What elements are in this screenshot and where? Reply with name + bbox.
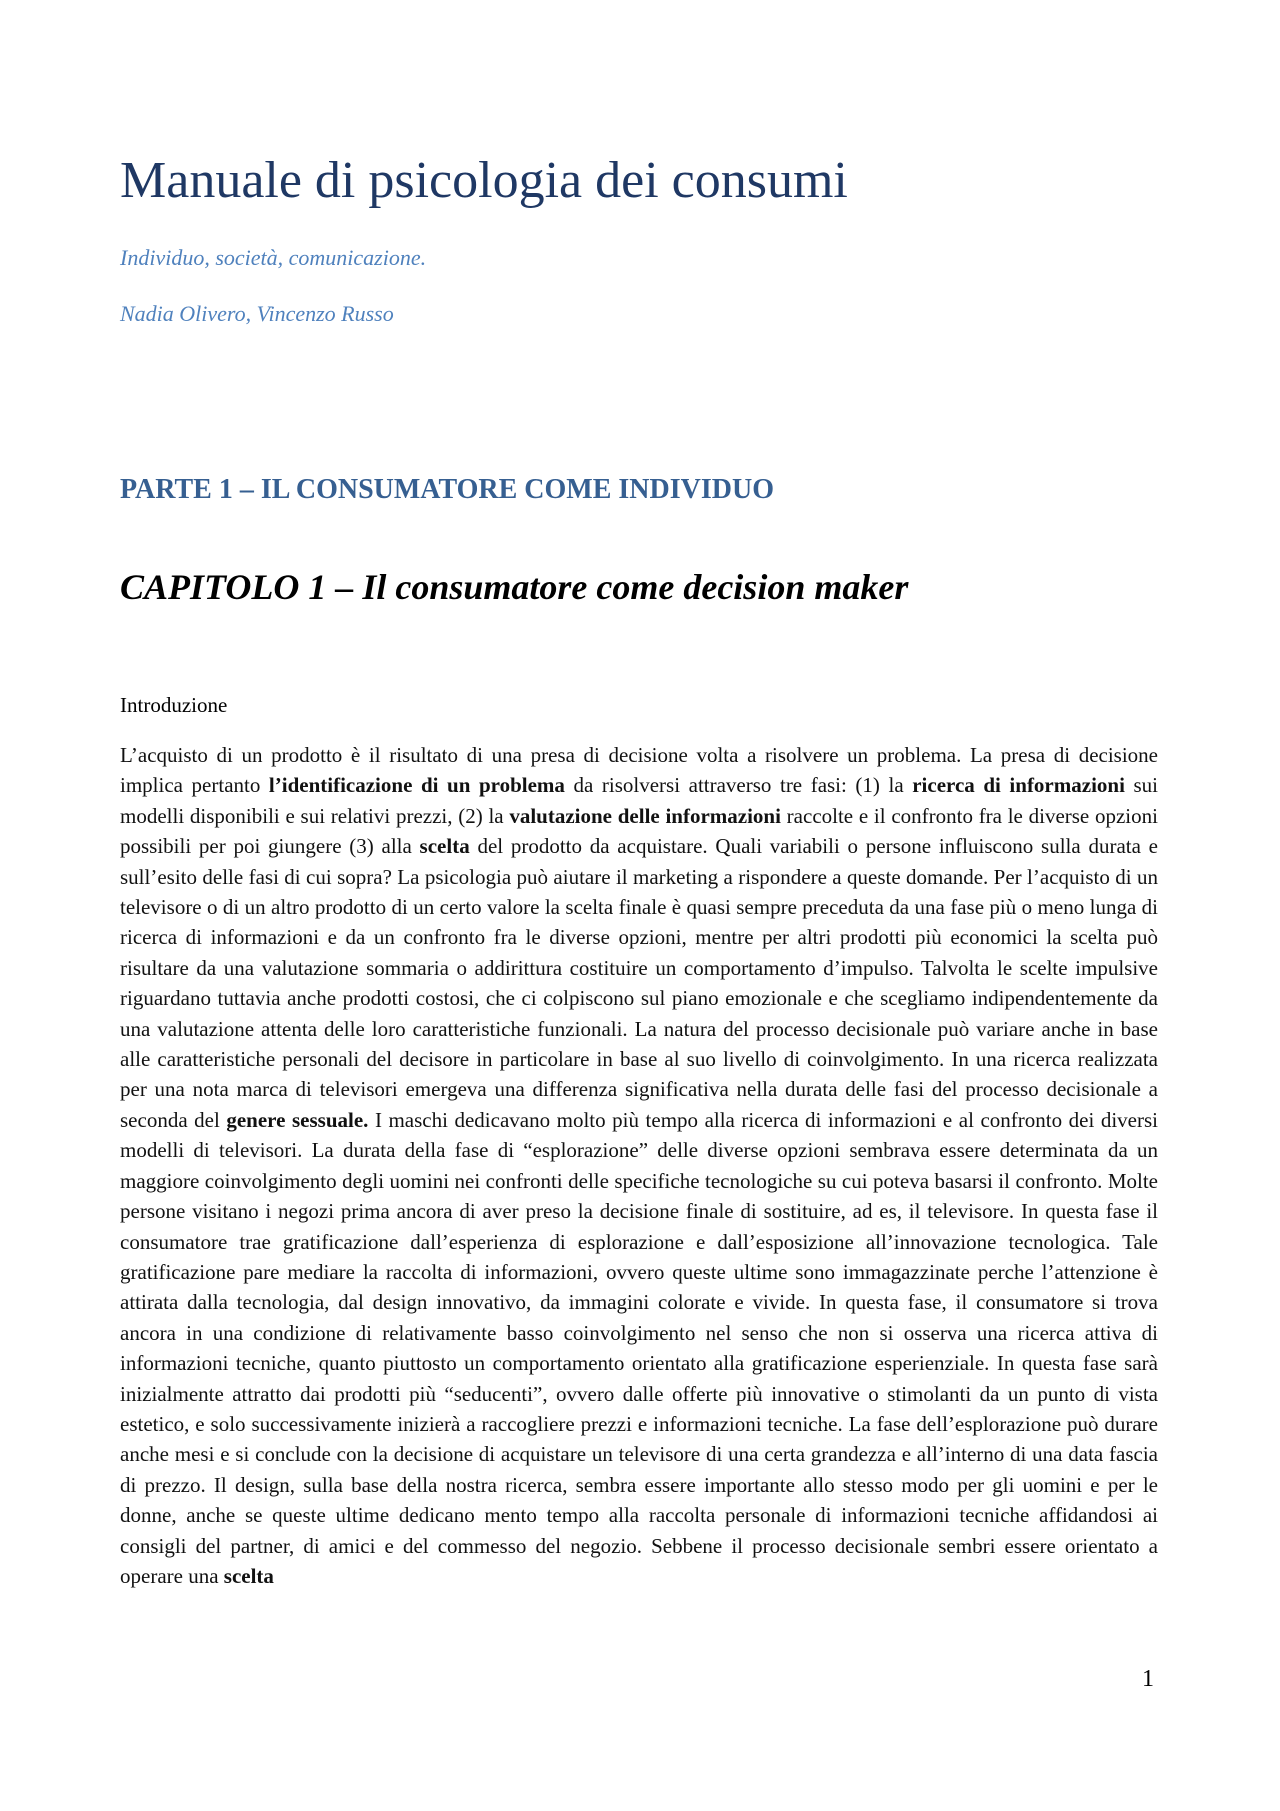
text-run: sui modelli disponibili e sui relativi prezzi, (2) la	[120, 773, 1158, 828]
bold-term: genere sessuale.	[226, 1107, 369, 1132]
document-authors: Nadia Olivero, Vincenzo Russo	[120, 301, 394, 326]
bold-term: scelta	[223, 1563, 274, 1588]
bold-term: l’identificazione di un problema	[268, 773, 565, 798]
section-label: Introduzione	[120, 693, 228, 717]
bold-term: scelta	[419, 834, 470, 859]
text-run: I maschi dedicavano molto più tempo alla ricerca di informazioni e al confronto dei diversi modelli di televisori. La durata della fase di “esplorazione” delle diverse opzioni sembrava essere determinata da un maggiore coinvolgimento degli uomini nei confronti delle specifiche tecnologiche su cui poteva basarsi il confronto. Molte persone visitano i negozi prima ancora di aver preso la decisione finale di sostituire, ad es, il televisore. In questa fase il consumatore trae gratificazione dall’esperienza di esplorazione e dall’esposizione all’innovazione tecnologica. Tale gratificazione pare mediare la raccolta di informazioni, ovvero queste ultime sono immagazzinate perche l’attenzione è attirata dalla tecnologia, dal design innovativo, da immagini colorate e vivide. In questa fase, il consumatore si trova ancora in una condizione di relativamente basso coinvolgimento nel senso che non si osserva una ricerca attiva di informazioni tecniche, quanto piuttosto un comportamento orientato alla gratificazione esperienziale. In questa fase sarà inizialmente attratto dai prodotti più “seducenti”, ovvero dalle offerte più innovative o stimolanti da un punto di vista estetico, e solo successivamente inizierà a raccogliere prezzi e informazioni tecniche. La fase dell’esplorazione può durare anche mesi e si conclude con la decisione di acquistare un televisore di una certa grandezza e all’interno di una data fascia di prezzo. Il design, sulla base della nostra ricerca, sembra essere importante allo stesso modo per gli uomini e per le donne, anche se queste ultime dedicano mento tempo alla raccolta personale di informazioni tecniche affidandosi ai consigli del partner, di amici e del commesso del negozio. Sebbene il processo decisionale sembri essere orientato a operare una	[120, 1107, 1158, 1588]
page-number: 1	[1142, 1666, 1154, 1692]
part-heading: PARTE 1 – IL CONSUMATORE COME INDIVIDUO	[120, 474, 774, 505]
bold-term: ricerca di informazioni	[912, 773, 1125, 798]
paragraph	[120, 740, 1158, 1591]
document-title: Manuale di psicologia dei consumi	[120, 152, 848, 209]
text-run: L’acquisto di un prodotto è il risultato di una presa di decisione volta a risolvere un problema. La presa di decisione implica pertanto	[120, 743, 1158, 798]
document-subtitle: Individuo, società, comunicazione.	[120, 245, 427, 270]
text-run: raccolte e il confronto fra le diverse opzioni possibili per poi giungere (3) alla	[120, 803, 1158, 859]
bold-term: valutazione delle informazioni	[509, 803, 781, 828]
text-run: da risolversi attraverso tre fasi: (1) la	[564, 773, 913, 798]
text-run: del prodotto da acquistare. Quali variabili o persone influiscono sulla durata e sull’esito delle fasi di cui sopra? La psicologia può aiutare il marketing a rispondere a queste domande. Per l’acquisto di un televisore o di un altro prodotto di un certo valore la scelta finale è quasi sempre preceduta da una fase più o meno lunga di ricerca di informazioni e da un confronto fra le diverse opzioni, mentre per altri prodotti più economici la scelta può risultare da una valutazione sommaria o addirittura costituire un comportamento d’impulso. Talvolta le scelte impulsive riguardano tuttavia anche prodotti costosi, che ci colpiscono sul piano emozionale e che scegliamo indipendentemente da una valutazione attenta delle loro caratteristiche funzionali. La natura del processo decisionale può variare anche in base alle caratteristiche personali del decisore in particolare in base al suo livello di coinvolgimento. In una ricerca realizzata per una nota marca di televisori emergeva una differenza significativa nella durata delle fasi del processo decisionale a seconda del	[120, 834, 1158, 1132]
chapter-heading: CAPITOLO 1 – Il consumatore come decision maker	[120, 567, 909, 607]
body-text	[120, 740, 1158, 1591]
